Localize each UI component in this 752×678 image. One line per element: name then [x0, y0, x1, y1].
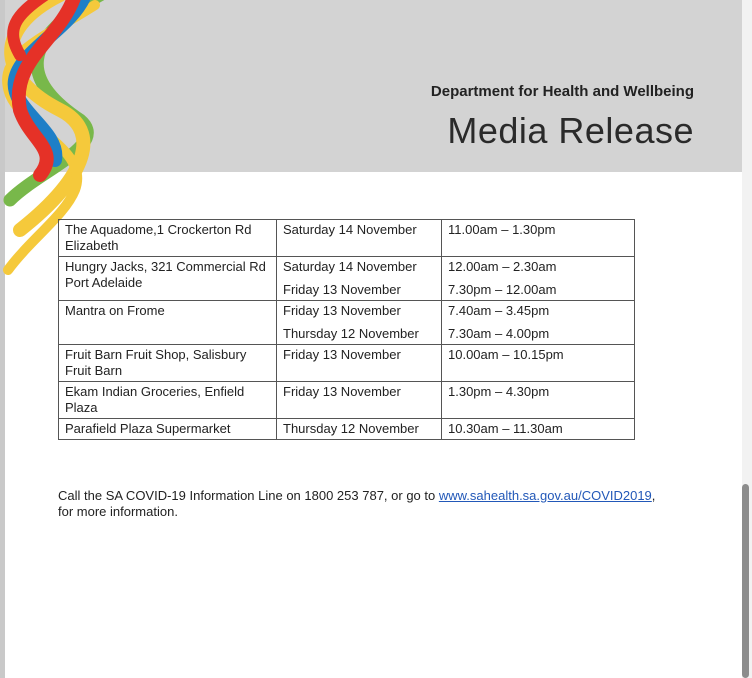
- time-cell: [442, 345, 635, 382]
- date-cell: [277, 220, 442, 257]
- time-text: 7.40am – 3.45pm: [448, 303, 550, 318]
- table-row: [59, 345, 635, 382]
- table-row: [59, 301, 635, 345]
- date-text: Saturday 14 November: [283, 222, 417, 237]
- time-text: 10.30am – 11.30am: [448, 421, 563, 436]
- date-cell: [277, 301, 442, 345]
- time-cell: [442, 382, 635, 419]
- info-line-comma: ,: [651, 488, 656, 503]
- date-text: Friday 13 November: [283, 347, 401, 362]
- location-cell: Mantra on Frome: [59, 301, 277, 345]
- time-text: 7.30pm – 12.00am: [448, 282, 557, 297]
- date-cell: [277, 345, 442, 382]
- document-type-title: Media Release: [447, 110, 694, 151]
- location-cell: The Aquadome,1 Crockerton Rd Elizabeth: [59, 220, 277, 257]
- location-cell: Ekam Indian Groceries, Enfield Plaza: [59, 382, 277, 419]
- location-cell: Hungry Jacks, 321 Commercial Rd Port Adelaide: [59, 257, 277, 301]
- info-line-note: [58, 488, 708, 520]
- time-text: 12.00am – 2.30am: [448, 259, 557, 274]
- time-cell: [442, 257, 635, 301]
- table-row: [59, 220, 635, 257]
- date-cell: [277, 257, 442, 301]
- date-text: Friday 13 November: [283, 282, 401, 297]
- scrollbar-thumb[interactable]: [742, 484, 749, 678]
- time-text: 10.00am – 10.15pm: [448, 347, 564, 362]
- table-row: [59, 257, 635, 301]
- location-cell: Parafield Plaza Supermarket: [59, 419, 277, 440]
- table-row: [59, 382, 635, 419]
- location-cell: Fruit Barn Fruit Shop, Salisbury Fruit Barn: [59, 345, 277, 382]
- table-row: [59, 419, 635, 440]
- time-cell: [442, 301, 635, 345]
- department-title: Department for Health and Wellbeing: [430, 83, 694, 100]
- time-text: 1.30pm – 4.30pm: [448, 384, 550, 399]
- time-cell: [442, 220, 635, 257]
- time-text: 11.00am – 1.30pm: [448, 222, 556, 237]
- exposure-sites-table: [58, 219, 635, 440]
- date-text: Thursday 12 November: [283, 421, 419, 436]
- date-text: Friday 13 November: [283, 384, 401, 399]
- sahealth-covid-link[interactable]: www.sahealth.sa.gov.au/COVID2019: [438, 488, 652, 503]
- time-text: 7.30am – 4.00pm: [448, 326, 550, 341]
- info-line-text: Call the SA COVID-19 Information Line on 1800 253 787, or go to: [58, 488, 439, 503]
- info-line-text-2: for more information.: [58, 504, 178, 519]
- date-text: Friday 13 November: [283, 303, 401, 318]
- date-cell: [277, 382, 442, 419]
- date-text: Thursday 12 November: [283, 326, 419, 341]
- time-cell: [442, 419, 635, 440]
- date-cell: [277, 419, 442, 440]
- date-text: Saturday 14 November: [283, 259, 417, 274]
